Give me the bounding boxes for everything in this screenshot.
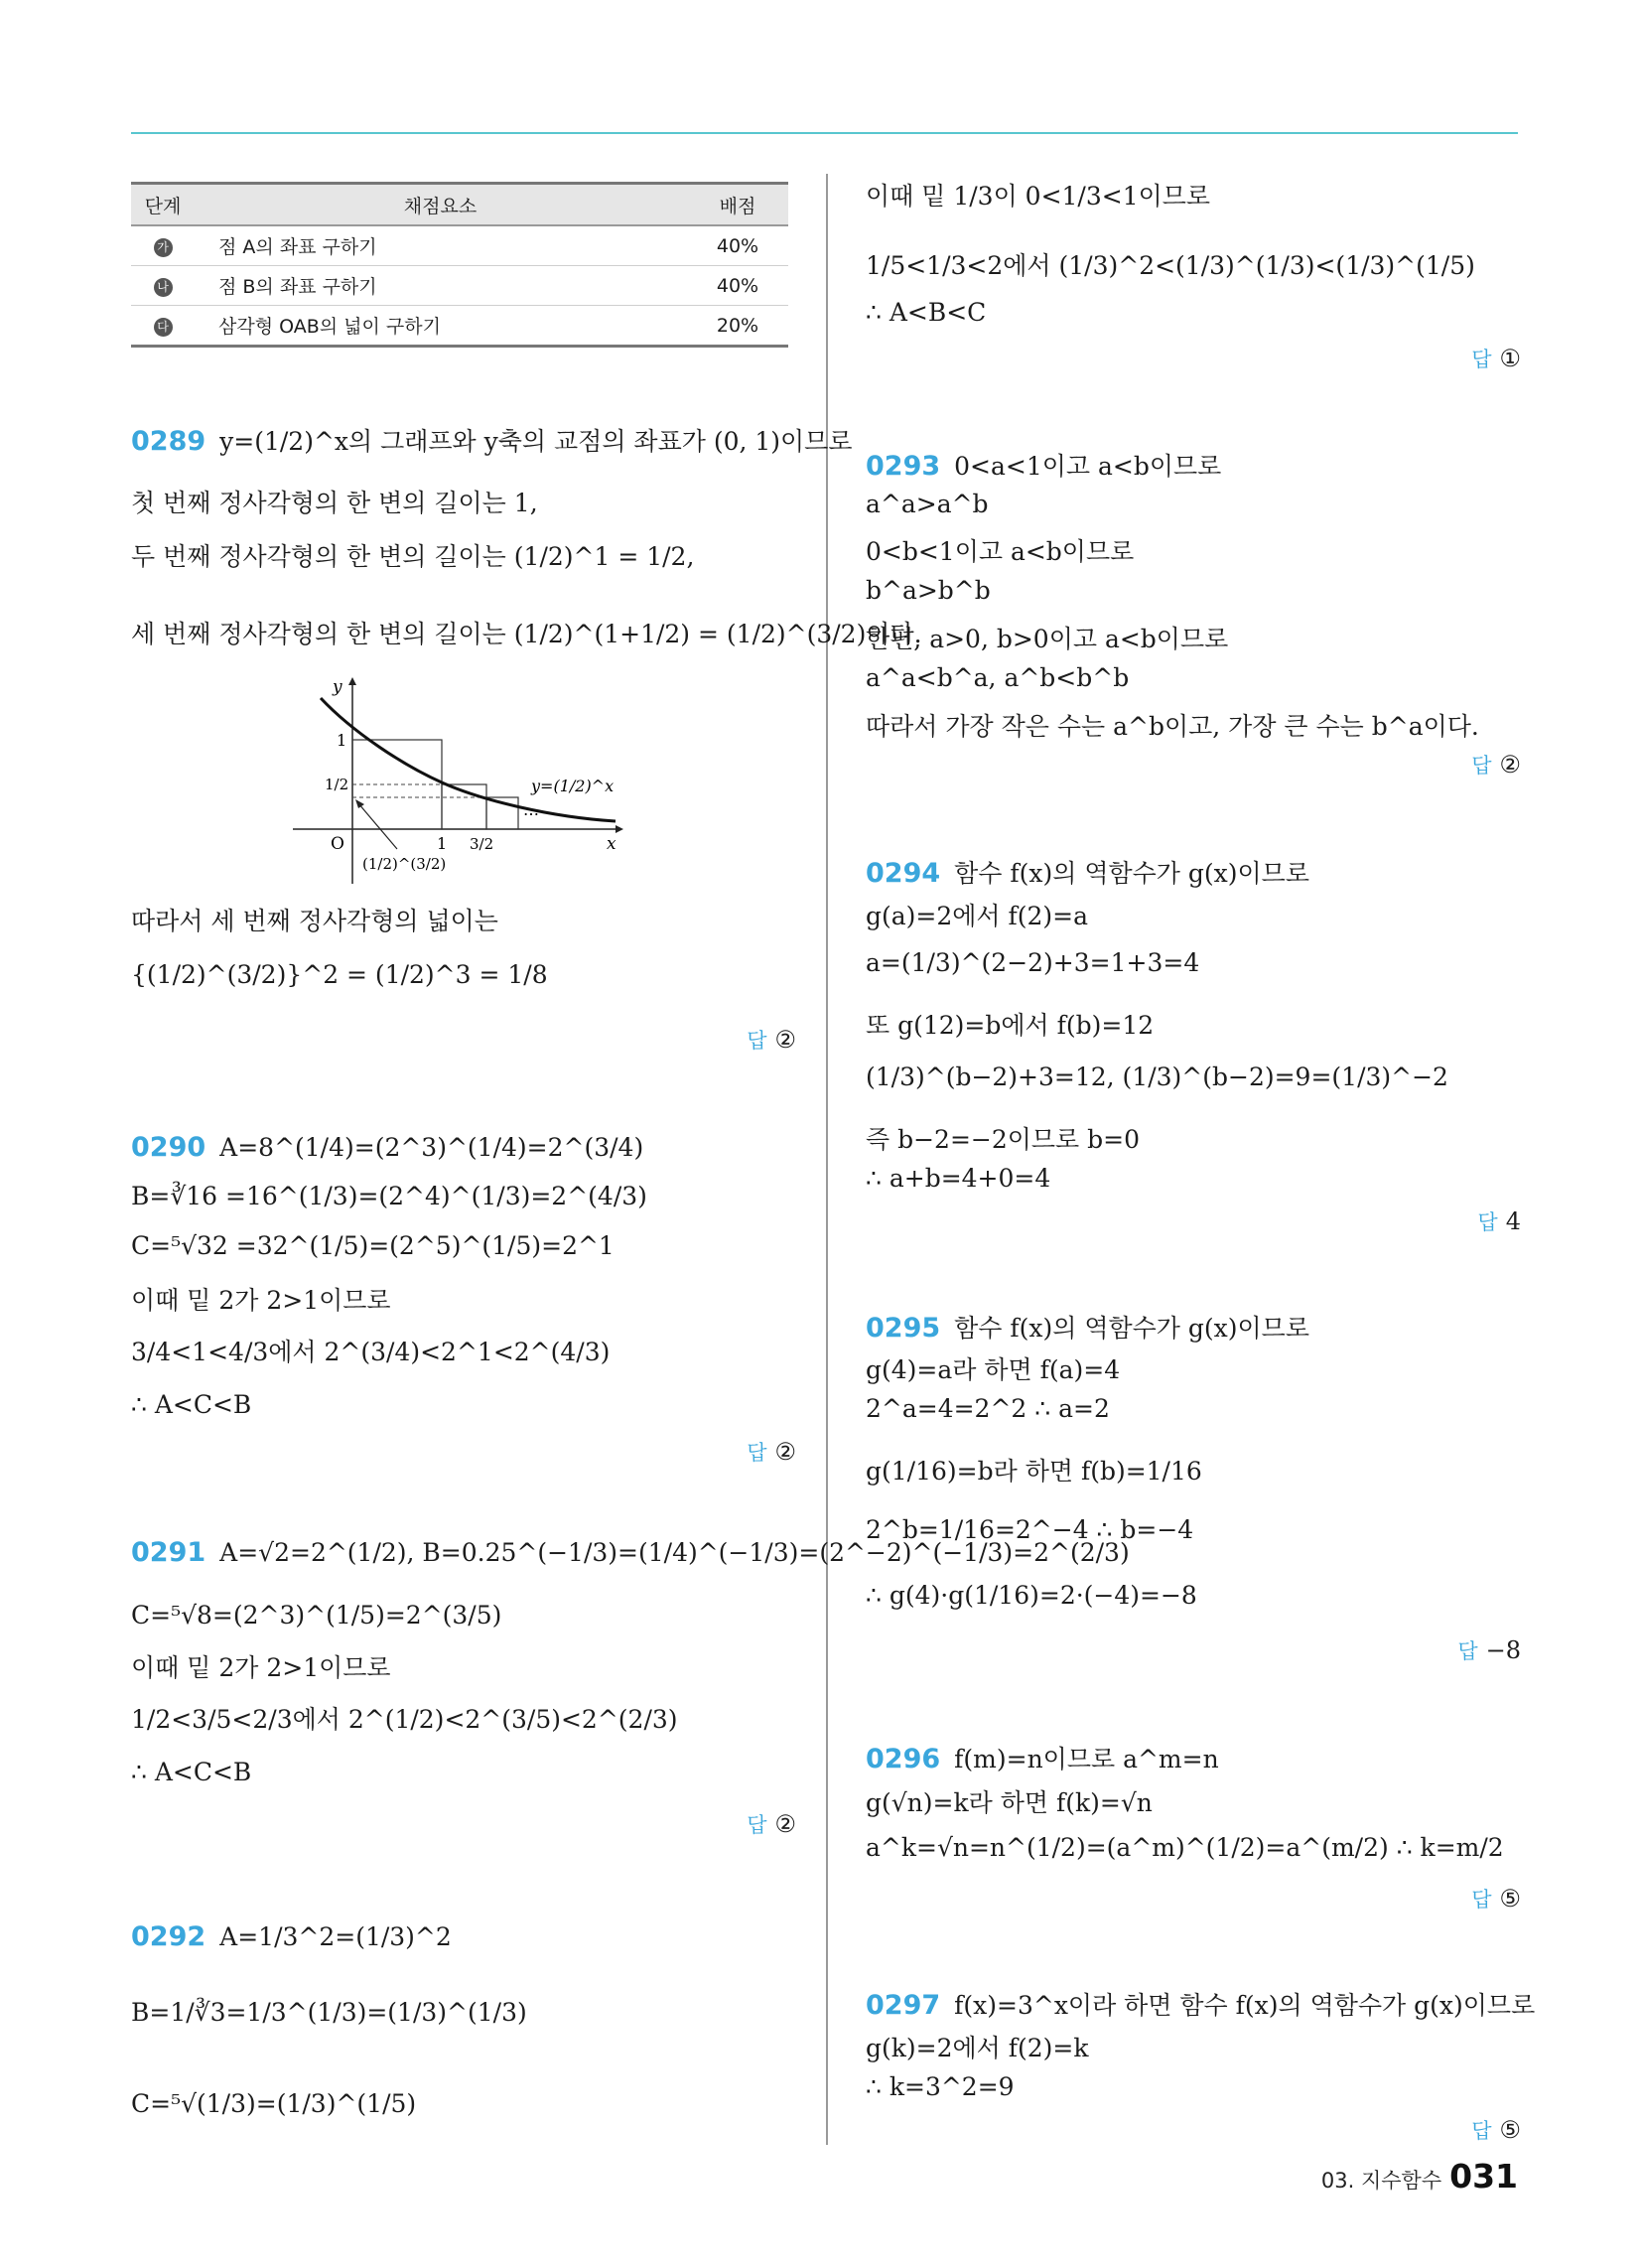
problem-0292-cont-line-3: ∴ A<B<C <box>866 298 987 327</box>
problem-0290-line-1: 0290 A=8^(1/4)=(2^3)^(1/4)=2^(3/4) <box>131 1132 644 1163</box>
answer-0291: 답 ② <box>747 1810 796 1838</box>
problem-0297-line-1: 0297 f(x)=3^x이라 하면 함수 f(x)의 역함수가 g(x)이므로 <box>866 1990 1536 2021</box>
problem-0295-line-5: 2^b=1/16=2^−4 ∴ b=−4 <box>866 1515 1194 1544</box>
continuation-dots: … <box>523 800 539 819</box>
arrow-label: (1/2)^(3/2) <box>362 855 447 873</box>
problem-0291-line-5: ∴ A<C<B <box>131 1758 252 1786</box>
problem-0291-line-4: 1/2<3/5<2/3에서 2^(1/2)<2^(3/5)<2^(2/3) <box>131 1705 678 1734</box>
problem-number: 0295 <box>866 1313 941 1344</box>
problem-number: 0296 <box>866 1744 941 1774</box>
problem-0290-line-4: 이때 밑 2가 2>1이므로 <box>131 1286 391 1315</box>
problem-0289-line-6: {(1/2)^(3/2)}^2 = (1/2)^3 = 1/8 <box>131 960 548 989</box>
problem-0295-line-3: 2^a=4=2^2 ∴ a=2 <box>866 1394 1110 1423</box>
tick-label-x-one: 1 <box>437 834 448 853</box>
answer-0292: 답 ① <box>1471 345 1521 372</box>
problem-0294-line-7: ∴ a+b=4+0=4 <box>866 1164 1051 1193</box>
table-row <box>131 266 788 306</box>
curve <box>321 698 616 821</box>
tick-label-one: 1 <box>337 731 347 750</box>
column-divider <box>826 174 828 2145</box>
problem-0292-line-3: C=⁵√(1/3)=(1/3)^(1/5) <box>131 2089 417 2118</box>
page-number: 031 <box>1449 2157 1518 2196</box>
problem-0293-line-3: 0<b<1이고 a<b이므로 <box>866 537 1135 566</box>
problem-0289-line-1: 0289 y=(1/2)^x의 그래프와 y축의 교점의 좌표가 (0, 1)이므로 <box>131 426 853 457</box>
problem-0294-line-1: 0294 함수 f(x)의 역함수가 g(x)이므로 <box>866 858 1309 889</box>
table-header-element: 채점요소 <box>195 184 687 226</box>
problem-0295-line-2: g(4)=a라 하면 f(a)=4 <box>866 1355 1121 1384</box>
problem-0291-line-3: 이때 밑 2가 2>1이므로 <box>131 1653 391 1682</box>
problem-0293-line-7: 따라서 가장 작은 수는 a^b이고, 가장 큰 수는 b^a이다. <box>866 712 1479 741</box>
problem-0293-line-4: b^a>b^b <box>866 576 991 605</box>
table-cell-element: 점 A의 좌표 구하기 <box>195 225 687 266</box>
answer-0294: 답 4 <box>1477 1207 1521 1235</box>
table-cell-element: 점 B의 좌표 구하기 <box>195 266 687 306</box>
y-axis-arrow <box>348 677 356 685</box>
step-mark: 가 <box>154 238 173 257</box>
answer-0293: 답 ② <box>1471 751 1521 779</box>
problem-0291-line-2: C=⁵√8=(2^3)^(1/5)=2^(3/5) <box>131 1601 502 1630</box>
answer-0289: 답 ② <box>747 1026 796 1054</box>
problem-0289-line-4: 세 번째 정사각형의 한 변의 길이는 (1/2)^(1+1/2) = (1/2)^(3/2)이다. <box>131 620 922 648</box>
problem-0290-line-3: C=⁵√32 =32^(1/5)=(2^5)^(1/5)=2^1 <box>131 1231 615 1260</box>
problem-0289-line-3: 두 번째 정사각형의 한 변의 길이는 (1/2)^1 = 1/2, <box>131 542 695 571</box>
table-row <box>131 225 788 266</box>
table-header-score: 배점 <box>687 184 788 226</box>
answer-0297: 답 ⑤ <box>1471 2116 1521 2144</box>
problem-number: 0294 <box>866 858 941 889</box>
x-axis-arrow <box>616 825 623 833</box>
problem-number: 0292 <box>131 1921 206 1952</box>
problem-0294-line-3: a=(1/3)^(2−2)+3=1+3=4 <box>866 948 1200 977</box>
exponential-graph <box>263 670 630 889</box>
table-cell-score: 40% <box>687 225 788 266</box>
problem-0291-line-1: 0291 A=√2=2^(1/2), B=0.25^(−1/3)=(1/4)^(−1/3)=(2^−2)^(−1/3)=2^(2/3) <box>131 1537 1130 1568</box>
problem-0293-line-5: 한편, a>0, b>0이고 a<b이므로 <box>866 625 1229 653</box>
problem-0296-line-2: g(√n)=k라 하면 f(k)=√n <box>866 1788 1153 1817</box>
answer-0290: 답 ② <box>747 1438 796 1466</box>
problem-0294-line-6: 즉 b−2=−2이므로 b=0 <box>866 1125 1141 1154</box>
chapter-title: 03. 지수함수 <box>1320 2169 1442 2193</box>
problem-0296-line-3: a^k=√n=n^(1/2)=(a^m)^(1/2)=a^(m/2) ∴ k=m/2 <box>866 1833 1504 1862</box>
scoring-table <box>131 182 788 348</box>
problem-0289-line-2: 첫 번째 정사각형의 한 변의 길이는 1, <box>131 489 538 517</box>
problem-0293-line-6: a^a<b^a, a^b<b^b <box>866 663 1130 692</box>
step-mark: 나 <box>154 278 173 297</box>
tick-label-half: 1/2 <box>325 776 349 793</box>
problem-0292-line-2: B=1/∛3=1/3^(1/3)=(1/3)^(1/3) <box>131 1998 527 2027</box>
problem-0296-line-1: 0296 f(m)=n이므로 a^m=n <box>866 1744 1219 1774</box>
problem-0289-line-5: 따라서 세 번째 정사각형의 넓이는 <box>131 907 498 935</box>
problem-0290-line-5: 3/4<1<4/3에서 2^(3/4)<2^1<2^(4/3) <box>131 1338 611 1366</box>
problem-number: 0289 <box>131 426 206 457</box>
problem-0295-line-4: g(1/16)=b라 하면 f(b)=1/16 <box>866 1457 1202 1486</box>
table-header-step: 단계 <box>131 184 195 226</box>
step-mark: 다 <box>154 318 173 337</box>
problem-number: 0293 <box>866 451 941 482</box>
curve-label: y=(1/2)^x <box>531 777 615 795</box>
answer-0295: 답 −8 <box>1457 1636 1521 1664</box>
y-axis-label: y <box>333 677 342 697</box>
tick-label-x-three-half: 3/2 <box>470 835 494 853</box>
problem-number: 0291 <box>131 1537 206 1568</box>
problem-0290-line-6: ∴ A<C<B <box>131 1390 252 1419</box>
problem-0295-line-1: 0295 함수 f(x)의 역함수가 g(x)이므로 <box>866 1313 1309 1344</box>
header-rule <box>131 132 1518 134</box>
problem-0295-line-6: ∴ g(4)·g(1/16)=2·(−4)=−8 <box>866 1581 1197 1610</box>
table-header-row <box>131 184 788 226</box>
problem-0294-line-2: g(a)=2에서 f(2)=a <box>866 902 1089 930</box>
problem-0292-line-1: 0292 A=1/3^2=(1/3)^2 <box>131 1921 452 1952</box>
table-cell-score: 40% <box>687 266 788 306</box>
table-cell-score: 20% <box>687 306 788 347</box>
answer-0296: 답 ⑤ <box>1471 1885 1521 1913</box>
page-footer <box>1321 2157 1518 2196</box>
problem-number: 0297 <box>866 1990 941 2021</box>
x-axis-label: x <box>607 834 616 854</box>
pointer-line <box>358 803 397 849</box>
problem-0293-line-1: 0293 0<a<1이고 a<b이므로 <box>866 451 1222 482</box>
problem-0292-cont-line-2: 1/5<1/3<2에서 (1/3)^2<(1/3)^(1/3)<(1/3)^(1/5) <box>866 251 1475 280</box>
problem-0294-line-5: (1/3)^(b−2)+3=12, (1/3)^(b−2)=9=(1/3)^−2 <box>866 1063 1448 1091</box>
problem-0293-line-2: a^a>a^b <box>866 490 989 518</box>
table-row <box>131 306 788 347</box>
pointer-arrow <box>355 799 364 808</box>
problem-number: 0290 <box>131 1132 206 1163</box>
table-cell-element: 삼각형 OAB의 넓이 구하기 <box>195 306 687 347</box>
problem-0290-line-2: B=∛16 =16^(1/3)=(2^4)^(1/3)=2^(4/3) <box>131 1182 647 1210</box>
origin-label: O <box>331 834 344 854</box>
problem-0292-cont-line-1: 이때 밑 1/3이 0<1/3<1이므로 <box>866 182 1211 211</box>
problem-0294-line-4: 또 g(12)=b에서 f(b)=12 <box>866 1011 1155 1040</box>
problem-0297-line-3: ∴ k=3^2=9 <box>866 2072 1015 2101</box>
problem-0297-line-2: g(k)=2에서 f(2)=k <box>866 2034 1089 2062</box>
